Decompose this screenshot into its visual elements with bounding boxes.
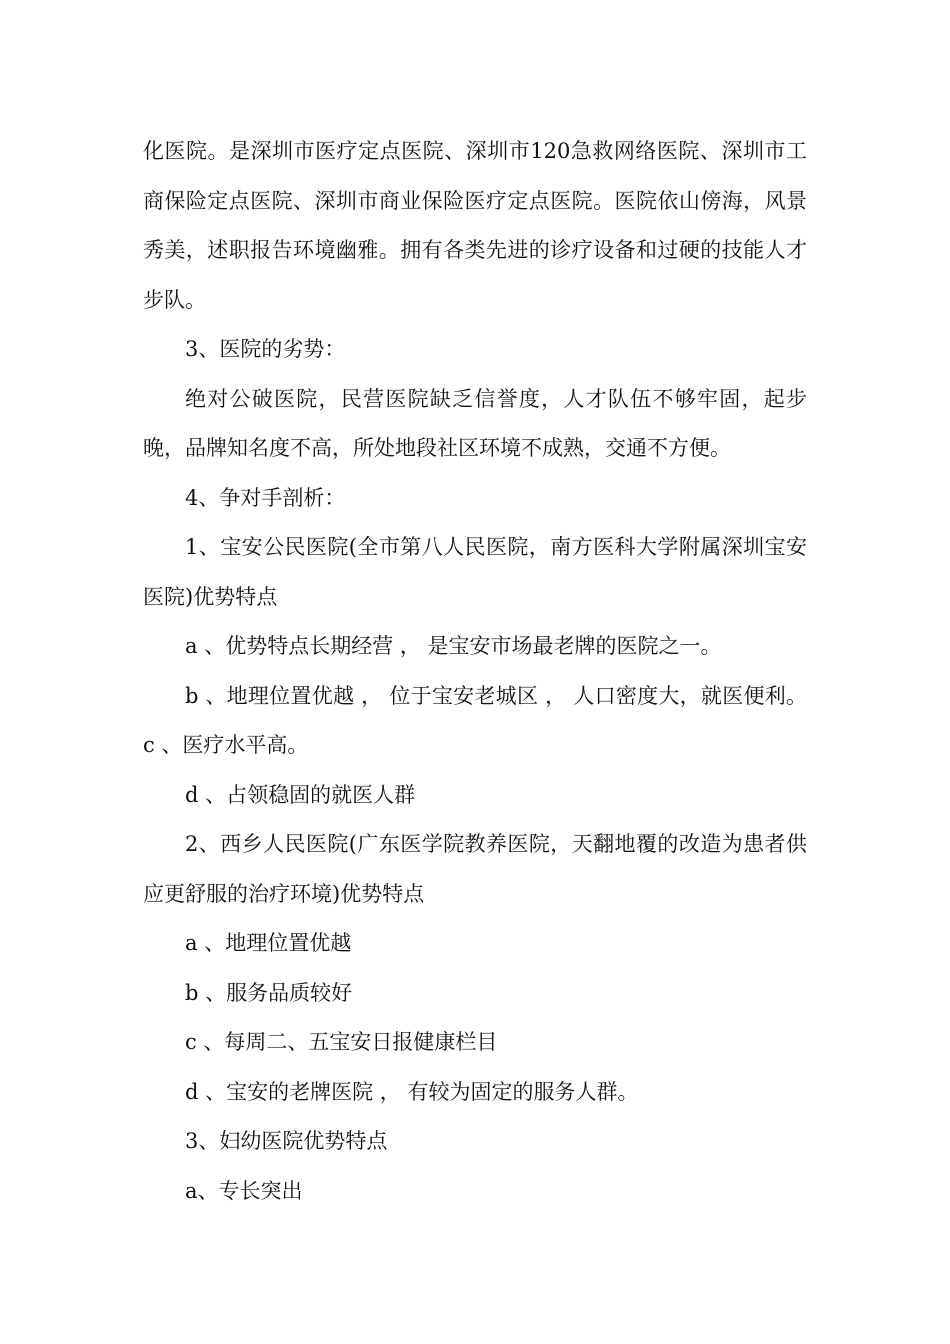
heading-competitor-2: 2、西乡人民医院(广东医学院教养医院，天翻地覆的改造为患者供应更舒服的治疗环境)优势特点 (143, 832, 807, 906)
list-item: d 、宝安的老牌医院 ， 有较为固定的服务人群。 (185, 1079, 639, 1104)
paragraph-hospital-intro: 化医院。是深圳市医疗定点医院、深圳市120急救网络医院、深圳市工商保险定点医院、深圳市商业保险医疗定点医院。医院依山傍海，风景秀美，述职报告环境幽雅。拥有各类先进的诊疗设备和过硬的技能人才步队。 (143, 139, 807, 312)
list-item: b 、地理位置优越 ， 位于宝安老城区 ， 人口密度大，就医便利。 c 、医疗水平高。 (143, 683, 807, 757)
list-item: a、专长突出 (185, 1178, 303, 1203)
heading-competitor-analysis: 4、争对手剖析： (185, 485, 346, 510)
paragraph-disadvantages: 绝对公破医院，民营医院缺乏信誉度，人才队伍不够牢固，起步晚，品牌知名度不高，所处地段社区环境不成熟，交通不方便。 (143, 386, 807, 460)
list-item: c 、每周二、五宝安日报健康栏目 (185, 1030, 498, 1054)
list-item: b 、服务品质较好 (185, 980, 353, 1005)
heading-competitor-1: 1、宝安公民医院(全市第八人民医院，南方医科大学附属深圳宝安医院)优势特点 (143, 535, 807, 609)
heading-disadvantages: 3、医院的劣势： (185, 337, 346, 361)
list-item: d 、占领稳固的就医人群 (185, 782, 416, 807)
list-item: a 、地理位置优越 (185, 931, 352, 955)
heading-competitor-3: 3、妇幼医院优势特点 (185, 1129, 388, 1153)
document-body (143, 127, 807, 1216)
list-item: a 、优势特点长期经营 ， 是宝安市场最老牌的医院之一。 (185, 634, 722, 658)
